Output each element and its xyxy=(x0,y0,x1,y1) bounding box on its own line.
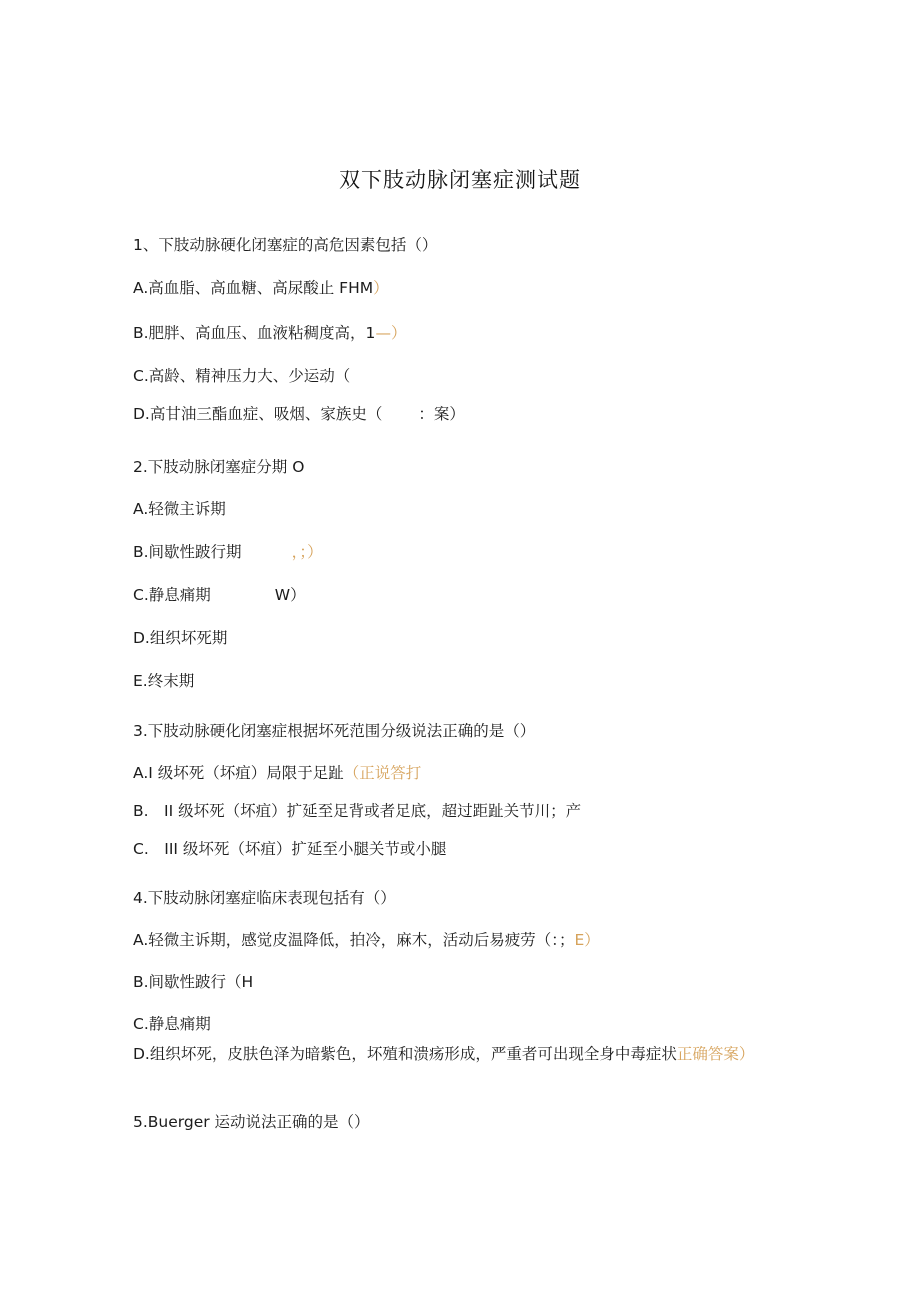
question-1-option-c xyxy=(133,365,350,387)
answer-mark: ，；） xyxy=(291,543,323,561)
question-3-option-c: C. III 级坏死（坏疽）扩延至小腿关节或小腿 xyxy=(133,840,447,858)
question-2-stem: 2.下肢动脉闭塞症分期 O xyxy=(133,458,305,476)
question-4-option-d xyxy=(133,1043,773,1065)
answer-mark: 正确答案） xyxy=(676,1045,755,1063)
question-2-option-b xyxy=(133,541,323,563)
option-text: A.高血脂、高血糖、高尿酸止 FHM xyxy=(133,279,374,297)
question-2-option-a: A.轻微主诉期 xyxy=(133,500,226,518)
question-1-option-b xyxy=(133,322,406,344)
question-5-stem: 5.Buerger 运动说法正确的是（） xyxy=(133,1113,370,1131)
question-1-stem: 1、下肢动脉硬化闭塞症的高危因素包括（） xyxy=(133,236,438,254)
question-3-stem: 3.下肢动脉硬化闭塞症根据坏死范围分级说法正确的是（） xyxy=(133,722,536,740)
option-tail: W） xyxy=(274,586,306,604)
option-text: D.组织坏死，皮肤色泽为暗紫色，坏殖和溃疡形成，严重者可出现全身中毒症状 xyxy=(133,1045,677,1063)
option-tail: ：案） xyxy=(418,405,465,423)
question-3-option-b: B. II 级坏死（坏疽）扩延至足背或者足底，超过距趾关节川；产 xyxy=(133,802,582,820)
option-text: D.高甘油三酯血症、吸烟、家族史（ xyxy=(133,405,383,423)
answer-mark: （正说答打 xyxy=(343,764,422,782)
question-4-option-b: B.间歇性跛行（H xyxy=(133,973,254,991)
question-2-option-d: D.组织坏死期 xyxy=(133,629,228,647)
answer-mark: E） xyxy=(574,931,600,949)
question-4-stem: 4.下肢动脉闭塞症临床表现包括有（） xyxy=(133,889,396,907)
page-title: 双下肢动脉闭塞症测试题 xyxy=(339,168,581,192)
question-1-option-a xyxy=(133,277,389,299)
question-3-option-a xyxy=(133,762,421,784)
question-1-option-d xyxy=(133,403,465,425)
option-text: A.轻微主诉期，感觉皮温降低，拍冷，麻木，活动后易疲劳（：； xyxy=(133,931,575,949)
answer-mark: ） xyxy=(373,279,389,297)
question-4-option-c: C.静息痛期 xyxy=(133,1015,211,1033)
option-text: A.I 级坏死（坏疽）局限于足趾 xyxy=(133,764,344,782)
option-text: C.静息痛期 xyxy=(133,586,211,604)
option-text: C.高龄、精神压力大、少运动（ xyxy=(133,367,351,385)
option-text: B.肥胖、高血压、血液粘稠度高，1 xyxy=(133,324,376,342)
option-text: B.间歇性跛行期 xyxy=(133,543,242,561)
answer-mark: —） xyxy=(375,324,407,342)
question-4-option-a xyxy=(133,929,600,951)
question-2-option-c xyxy=(133,584,306,606)
question-2-option-e: E.终末期 xyxy=(133,672,195,690)
